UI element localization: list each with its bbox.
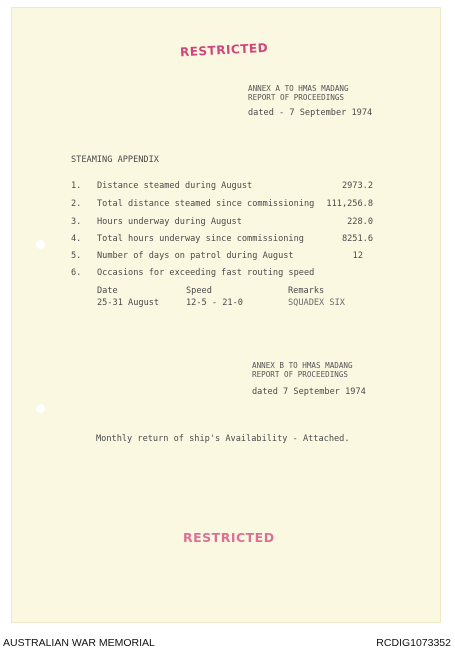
item-label: Number of days on patrol during August (97, 251, 294, 261)
item-value: 111,256.8 (326, 199, 373, 209)
annex-b-dated: dated 7 September 1974 (252, 387, 366, 397)
annex-b-line2: REPORT OF PROCEEDINGS (252, 370, 349, 379)
table-header-speed: Speed (186, 286, 212, 296)
item-number: 4. (71, 234, 82, 244)
table-header-remarks: Remarks (288, 286, 325, 296)
item-value: 12 (352, 251, 363, 261)
table-cell-speed: 12-5 - 21-0 (186, 298, 243, 308)
punch-hole (36, 404, 45, 413)
restricted-stamp: RESTRICTED (179, 40, 269, 60)
item-number: 2. (71, 199, 82, 209)
item-label: Total hours underway since commissioning (97, 234, 304, 244)
annex-b-line1: ANNEX B TO HMAS MADANG (252, 361, 353, 370)
item-value: 2973.2 (341, 181, 373, 191)
item-label: Distance steamed during August (97, 181, 253, 191)
item-value: 8251.6 (341, 234, 373, 244)
punch-hole (36, 240, 45, 249)
annex-a-line2: REPORT OF PROCEEDINGS (248, 93, 345, 102)
item-label: Hours underway during August (97, 217, 242, 227)
item-number: 6. (71, 268, 82, 278)
footer-record-id: RCDIG1073352 (376, 637, 451, 649)
section-title: STEAMING APPENDIX (71, 155, 159, 165)
item-label: Occasions for exceeding fast routing speed (97, 268, 315, 278)
annex-a-line1: ANNEX A TO HMAS MADANG (248, 84, 349, 93)
table-cell-date: 25-31 August (97, 298, 160, 308)
item-number: 1. (71, 181, 82, 191)
annex-a-dated: dated - 7 September 1974 (248, 108, 373, 118)
table-header-date: Date (97, 286, 118, 296)
item-number: 5. (71, 251, 82, 261)
item-number: 3. (71, 217, 82, 227)
item-value: 228.0 (347, 217, 373, 227)
table-cell-remarks: SQUADEX SIX (288, 298, 345, 308)
monthly-return-note: Monthly return of ship's Availability - Attached. (96, 434, 350, 444)
footer-source: AUSTRALIAN WAR MEMORIAL (3, 637, 155, 649)
restricted-stamp: RESTRICTED (183, 530, 275, 545)
item-label: Total distance steamed since commissioning (97, 199, 315, 209)
